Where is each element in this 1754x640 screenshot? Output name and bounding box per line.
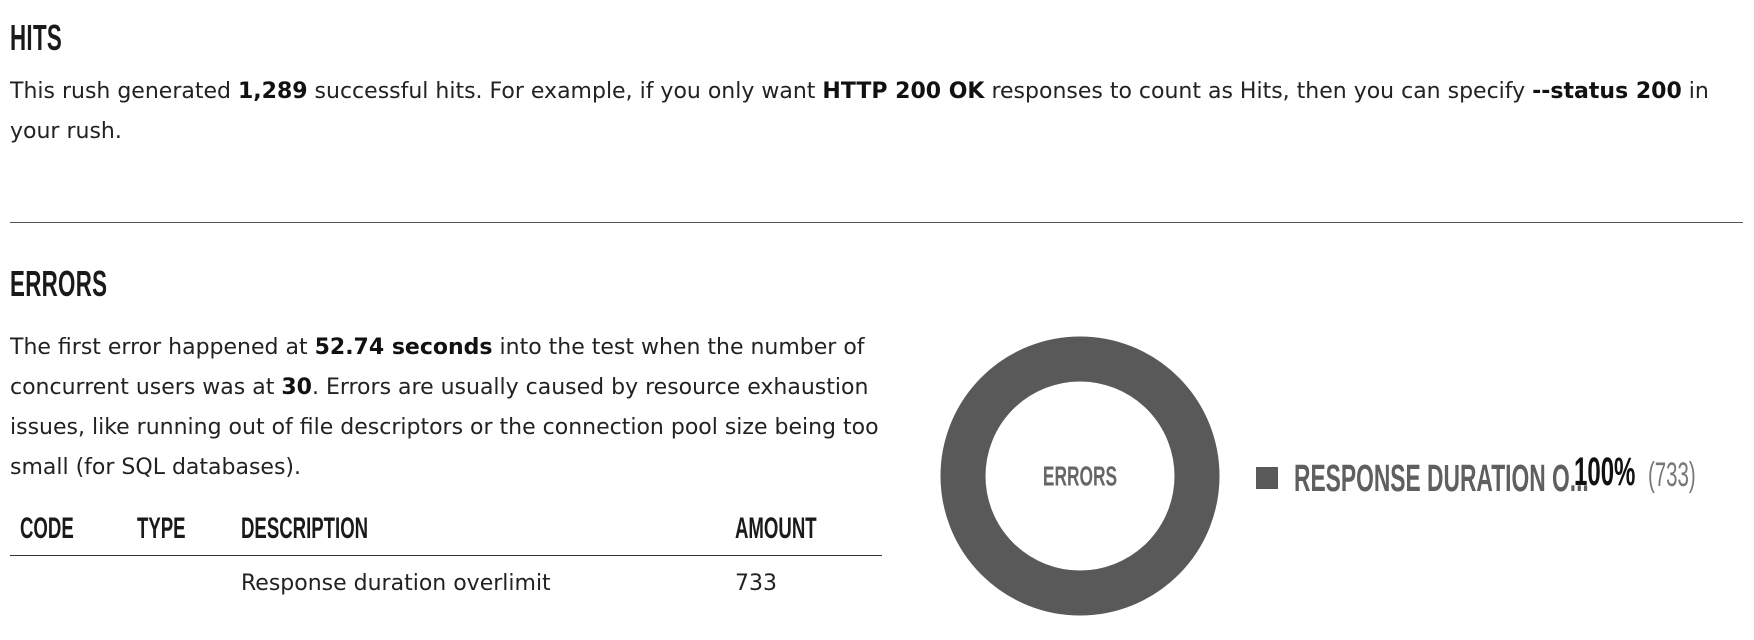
- hits-text-3: responses to count as Hits, then you can specify: [984, 79, 1533, 104]
- hits-flag: --status 200: [1532, 79, 1682, 104]
- errors-text-2: into the test when the number of concurrent users was at: [10, 335, 865, 400]
- first-error-time: 52.74 seconds: [314, 335, 493, 360]
- legend-swatch: [1256, 467, 1278, 489]
- errors-table: [10, 502, 882, 610]
- section-divider: [10, 222, 1743, 223]
- col-description-header: DESCRIPTION: [241, 502, 735, 556]
- col-type-header: TYPE: [137, 502, 241, 556]
- errors-heading: ERRORS: [10, 263, 108, 304]
- hits-heading: HITS: [10, 17, 63, 58]
- errors-donut-chart: [940, 336, 1220, 616]
- row-amount: 733: [735, 570, 777, 596]
- row-description: Response duration overlimit: [241, 570, 551, 596]
- row-code: [10, 556, 137, 611]
- hits-text-4: in your rush.: [10, 79, 1709, 144]
- legend-percent: 100%: [1574, 450, 1636, 494]
- row-type: [137, 556, 241, 611]
- hits-text-2: successful hits. For example, if you only want: [307, 79, 823, 104]
- legend-count: (733): [1648, 456, 1696, 494]
- hits-description: [10, 72, 1740, 152]
- hits-count: 1,289: [237, 79, 308, 104]
- hits-text-1: This rush generated: [10, 79, 238, 104]
- col-amount-header: AMOUNT: [735, 502, 882, 556]
- hits-status: HTTP 200 OK: [822, 79, 985, 104]
- legend-label: RESPONSE DURATION O...: [1294, 458, 1589, 500]
- concurrent-users: 30: [281, 375, 312, 400]
- table-row: [10, 556, 882, 611]
- errors-description: [10, 328, 882, 488]
- errors-text-3: . Errors are usually caused by resource exhaustion issues, like running out of file descriptors or the connection pool size being too small (for SQL databases).: [10, 375, 879, 480]
- errors-text-1: The first error happened at: [10, 335, 315, 360]
- col-code-header: CODE: [10, 502, 137, 556]
- errors-table-header-row: [10, 502, 882, 556]
- donut-center-label: ERRORS: [1042, 460, 1118, 492]
